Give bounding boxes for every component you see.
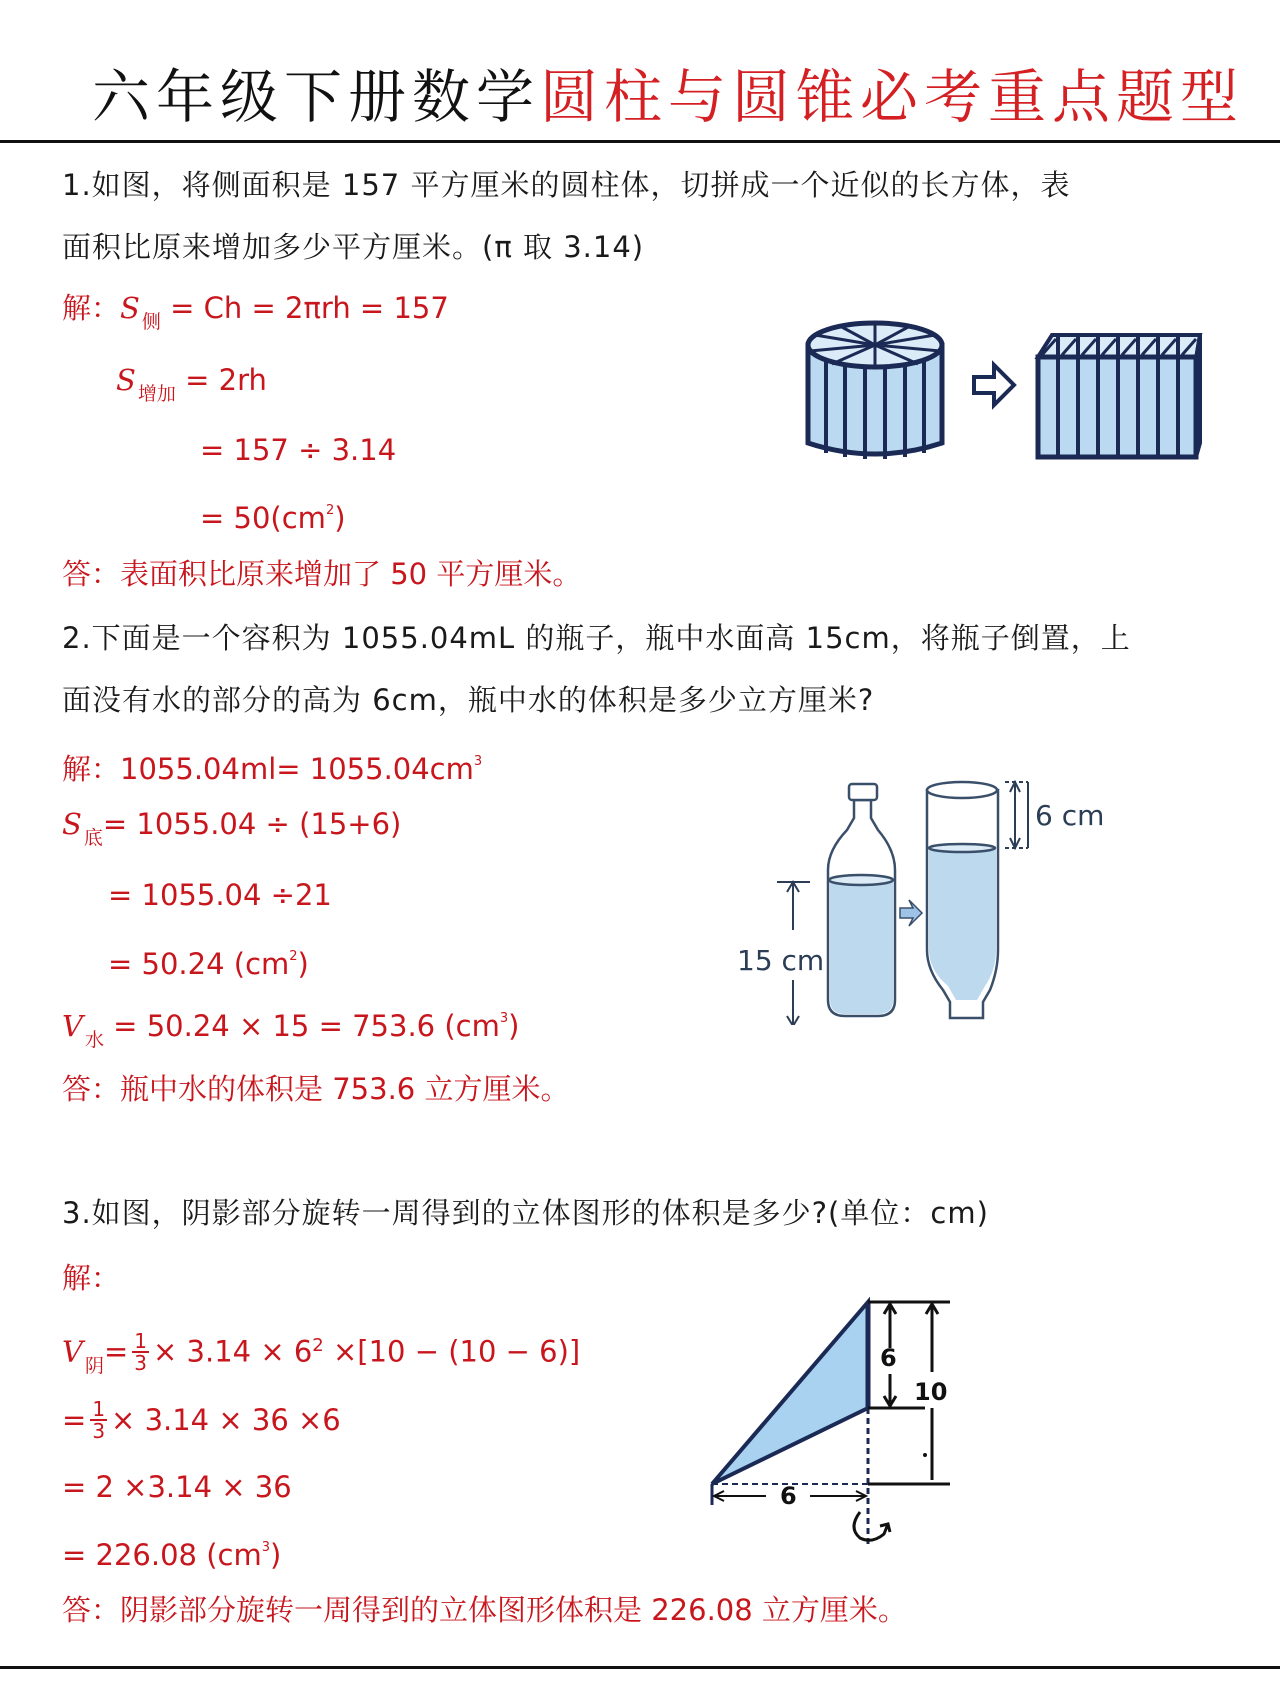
hollow-right-arrow-icon — [974, 365, 1014, 405]
q1-solution-step2: S $_{增加}$ = 2rh — [116, 363, 267, 405]
title-topic: 圆柱与圆锥必考重点题型 — [540, 63, 1245, 131]
q3-solution-step4: = 226.08 $(cm^3)$ — [62, 1538, 282, 1572]
page-title — [92, 62, 1244, 132]
shaded-triangle — [712, 1302, 868, 1484]
q3-solution-step1: V $_阴$= $\frac{1}{3}$ × $3.14 \times 6^2 \times[10 - (10 - 6)]$ — [62, 1328, 581, 1377]
fraction-one-third: $\frac{1}{3}$ — [134, 1328, 148, 1375]
footer-divider — [0, 1666, 1280, 1669]
label-6-top: 6 — [880, 1344, 897, 1372]
q3-answer: 答：阴影部分旋转一周得到的立体图形体积是 226.08 立方厘米。 — [62, 1593, 907, 1627]
q1-text-line1: 1.如图，将侧面积是 157 平方厘米的圆柱体，切拼成一个近似的长方体，表 — [62, 168, 1071, 202]
cylinder-icon — [808, 323, 942, 459]
inverted-bottle-icon — [927, 782, 998, 1018]
label-15cm: 15 cm — [737, 944, 825, 977]
q2-solution-step4: = 50.24 $(cm^2)$ — [108, 947, 309, 981]
q2-solution-step3: = 1055.04 ÷21 — [108, 878, 332, 912]
q3-figure — [700, 1290, 980, 1555]
label-6cm: 6 cm — [1035, 799, 1105, 832]
right-arrow-icon — [900, 900, 922, 926]
q1-answer: 答：表面积比原来增加了 50 平方厘米。 — [62, 557, 582, 591]
q1-solution-step4: = $50(cm^2)$ — [200, 501, 346, 535]
q3-text-line1: 3.如图，阴影部分旋转一周得到的立体图形的体积是多少?(单位：cm) — [62, 1196, 989, 1230]
rotation-arrow-icon — [854, 1512, 890, 1540]
q1-solution-step1: 解：S $_侧$ = Ch = 2πrh = 157 — [62, 291, 449, 333]
label-6-base: 6 — [780, 1482, 797, 1510]
q2-solution-step1: 解：$1055.04ml= 1055.04cm^3$ — [62, 752, 483, 786]
q2-solution-step2: S $_底$= 1055.04 ÷ (15+6) — [62, 807, 402, 849]
q3-solution-label: 解： — [62, 1261, 121, 1295]
q1-figure — [800, 315, 1210, 465]
dimension-6cm — [1005, 782, 1028, 848]
upright-bottle-icon — [828, 784, 895, 1016]
header-divider — [0, 140, 1280, 143]
q2-solution-step5: V $_水$ = 50.24 × 15 = 753.6 $(cm^3)$ — [62, 1009, 520, 1051]
q2-figure — [715, 770, 1115, 1025]
cuboid-icon — [1038, 335, 1200, 457]
q1-text-line2: 面积比原来增加多少平方厘米。(π 取 3.14) — [62, 230, 645, 264]
label-10: 10 — [914, 1378, 948, 1406]
q3-solution-step2: = $\frac{1}{3}$ × 3.14 × 36 ×6 — [62, 1397, 341, 1443]
q3-solution-step3: = 2 ×3.14 × 36 — [62, 1470, 292, 1504]
title-grade: 六年级下册数学 — [92, 63, 541, 131]
q2-text-line2: 面没有水的部分的高为 6cm，瓶中水的体积是多少立方厘米? — [62, 683, 875, 717]
q1-solution-step3: = 157 ÷ 3.14 — [200, 433, 397, 467]
q2-answer: 答：瓶中水的体积是 753.6 立方厘米。 — [62, 1072, 570, 1106]
q2-text-line1: 2.下面是一个容积为 1055.04mL 的瓶子，瓶中水面高 15cm，将瓶子倒置，上 — [62, 621, 1131, 655]
